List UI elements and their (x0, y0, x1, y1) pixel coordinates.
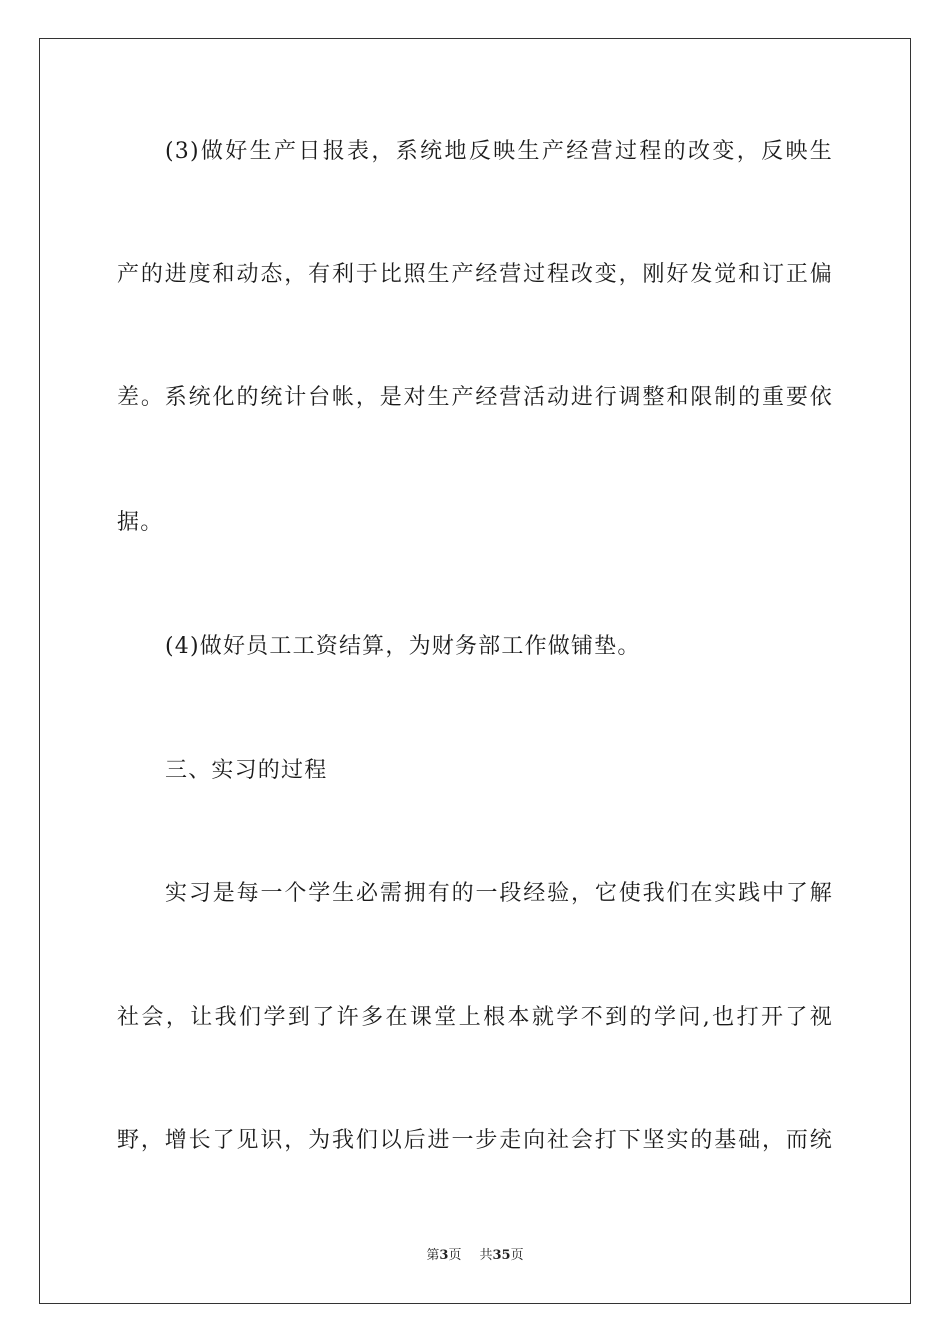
page-border (39, 38, 911, 1304)
paragraph-line-3: 差。系统化的统计台帐，是对生产经营活动进行调整和限制的重要依 (117, 385, 833, 410)
footer-page-number: 3 (439, 1248, 449, 1263)
page-footer (0, 1247, 950, 1265)
paragraph-line-8: 社会，让我们学到了许多在课堂上根本就学不到的学问,也打开了视 (117, 1005, 833, 1030)
footer-total-prefix: 共 (479, 1248, 493, 1263)
footer-total-suffix: 页 (510, 1248, 524, 1263)
paragraph-line-7: 实习是每一个学生必需拥有的一段经验，它使我们在实践中了解 (165, 881, 833, 906)
footer-page-prefix: 第 (426, 1248, 440, 1263)
footer-page-suffix: 页 (448, 1248, 462, 1263)
paragraph-line-9: 野，增长了见识，为我们以后进一步走向社会打下坚实的基础，而统 (117, 1128, 833, 1153)
paragraph-line-1: (3)做好生产日报表，系统地反映生产经营过程的改变，反映生 (165, 139, 833, 164)
paragraph-line-4: 据。 (117, 510, 164, 535)
paragraph-line-5: (4)做好员工工资结算，为财务部工作做铺垫。 (165, 634, 641, 659)
section-heading: 三、实习的过程 (165, 758, 328, 783)
paragraph-line-2: 产的进度和动态，有利于比照生产经营过程改变，刚好发觉和订正偏 (117, 262, 833, 287)
footer-total-pages: 35 (492, 1248, 511, 1263)
